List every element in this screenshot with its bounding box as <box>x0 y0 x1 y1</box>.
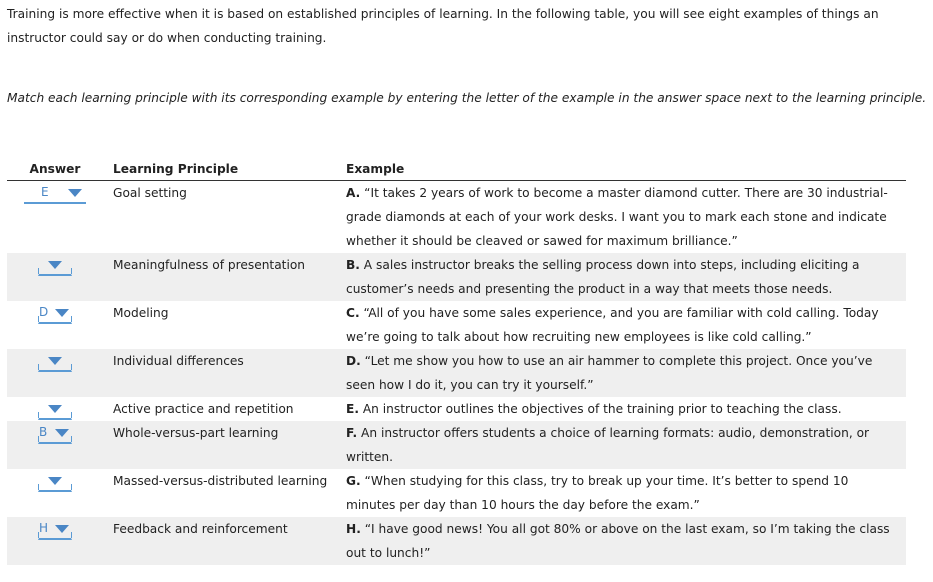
example-cell <box>346 397 906 421</box>
answer-select-3[interactable] <box>38 304 72 324</box>
example-text: “I have good news! You all got 80% or above on the last exam, so I’m taking the class out to lunch!” <box>346 522 890 560</box>
example-text: “When studying for this class, try to break up your time. It’s better to spend 10 minutes per day than 10 hours the day before the exam.” <box>346 474 849 512</box>
example-column-header: Example <box>346 158 906 181</box>
example-text: “Let me show you how to use an air hammer to complete this project. Once you’ve seen how I do it, you can try it yourself.” <box>346 354 873 392</box>
example-text: An instructor outlines the objectives of the training prior to teaching the class. <box>358 402 842 416</box>
example-text: “All of you have some sales experience, and you are familiar with cold calling. Today we’re going to talk about how recruiting new employees is like cold calling.” <box>346 306 879 344</box>
table-row <box>7 469 906 517</box>
example-letter: G. <box>346 474 361 488</box>
example-cell <box>346 253 906 301</box>
table-row <box>7 349 906 397</box>
example-cell <box>346 349 906 397</box>
example-cell <box>346 181 906 254</box>
answer-select-7[interactable] <box>38 472 72 492</box>
answer-select-4[interactable] <box>38 352 72 372</box>
example-cell <box>346 469 906 517</box>
principle-label: Massed-versus-distributed learning <box>113 474 328 488</box>
example-letter: H. <box>346 522 361 536</box>
answer-column-header: Answer <box>7 158 103 181</box>
table-row <box>7 397 906 421</box>
table-row <box>7 253 906 301</box>
example-letter: E. <box>346 402 359 416</box>
answer-select-value: B <box>39 425 48 439</box>
principle-label: Whole-versus-part learning <box>103 421 346 469</box>
instruction-text: Match each learning principle with its corresponding example by entering the letter of the example in the answer space next to the learning principle. <box>7 91 927 105</box>
example-letter: F. <box>346 426 358 440</box>
example-text: “It takes 2 years of work to become a master diamond cutter. There are 30 industrial-grade diamonds at each of your work desks. I want you to mark each stone and indicate whether it should be cleaved or sawed for maximum brilliance.” <box>346 186 888 248</box>
example-letter: C. <box>346 306 360 320</box>
example-letter: D. <box>346 354 361 368</box>
table-row <box>7 421 906 469</box>
answer-select-8[interactable] <box>38 520 72 540</box>
answer-select-6[interactable] <box>38 424 72 444</box>
answer-select-2[interactable] <box>38 256 72 276</box>
example-cell <box>346 517 906 565</box>
chevron-down-icon <box>55 309 69 317</box>
chevron-down-icon <box>68 189 82 197</box>
table-row <box>7 301 906 349</box>
table-header-row <box>7 158 906 181</box>
table-row <box>7 517 906 565</box>
principle-column-header: Learning Principle <box>103 158 346 181</box>
answer-select-value: H <box>39 521 49 535</box>
table-row <box>7 181 906 254</box>
chevron-down-icon <box>55 429 69 437</box>
example-text: An instructor offers students a choice of learning formats: audio, demonstration, or written. <box>346 426 870 464</box>
principle-label: Goal setting <box>113 186 187 200</box>
answer-select-5[interactable] <box>38 400 72 420</box>
chevron-down-icon <box>48 357 62 365</box>
chevron-down-icon <box>48 477 62 485</box>
chevron-down-icon <box>48 405 62 413</box>
principle-label: Feedback and reinforcement <box>103 517 346 565</box>
example-text: A sales instructor breaks the selling process down into steps, including eliciting a customer’s needs and presenting the product in a way that meets those needs. <box>346 258 860 296</box>
principle-label: Modeling <box>113 306 169 320</box>
example-cell <box>346 301 906 349</box>
chevron-down-icon <box>48 261 62 269</box>
answer-select-value: E <box>41 185 49 199</box>
example-cell <box>346 421 906 469</box>
principle-label: Active practice and repetition <box>113 402 294 416</box>
principle-label: Individual differences <box>103 349 346 397</box>
principle-label: Meaningfulness of presentation <box>103 253 346 301</box>
intro-text: Training is more effective when it is based on established principles of learning. In the following table, you will see eight examples of things an instructor could say or do when conducting training. <box>7 7 879 45</box>
answer-select-1[interactable] <box>24 184 86 204</box>
answer-select-value: D <box>39 305 49 319</box>
matching-table <box>7 158 906 565</box>
example-letter: A. <box>346 186 361 200</box>
chevron-down-icon <box>55 525 69 533</box>
example-letter: B. <box>346 258 360 272</box>
